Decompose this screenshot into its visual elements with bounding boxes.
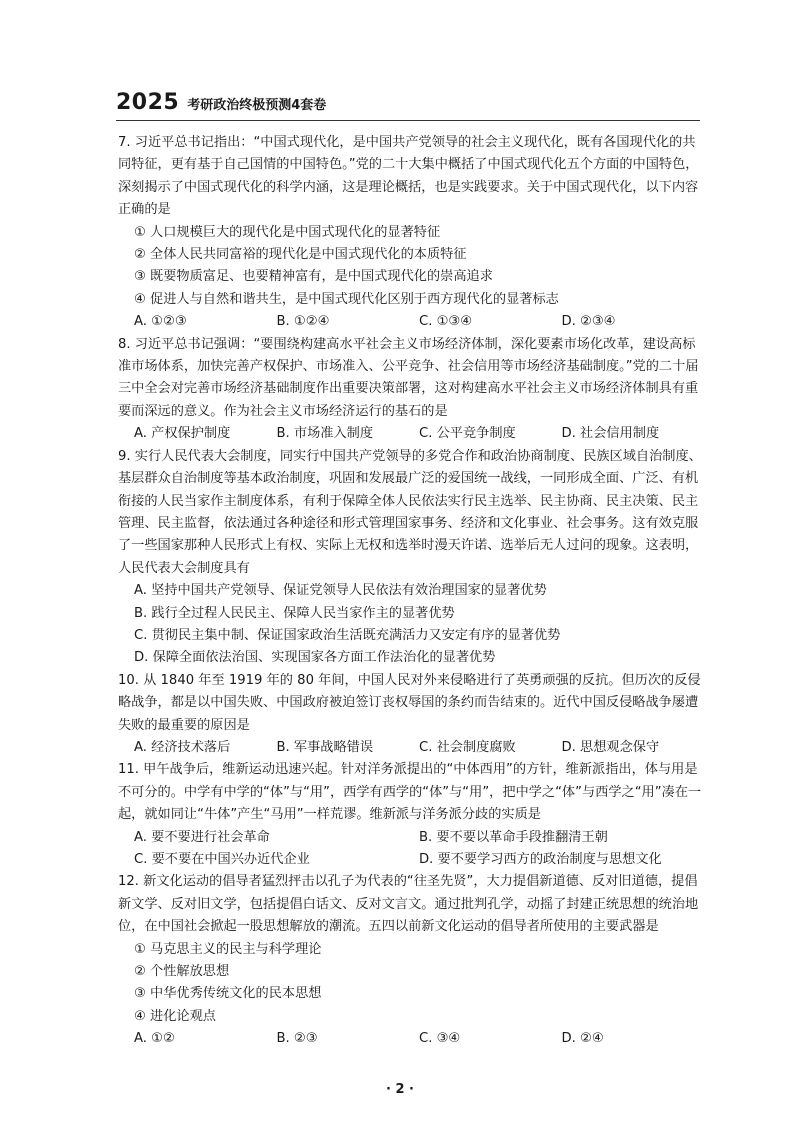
answer-options [118,423,704,445]
option-d: D. 要不要学习西方的政治制度与思想文化 [419,852,662,867]
header-divider [116,120,700,121]
option-d: D. 保障全面依法治国、实现国家各方面工作法治化的显著优势 [134,650,496,666]
answer-options-row-1 [118,827,704,849]
question-stem: 12. 新文化运动的倡导者猛烈抨击以孔子为代表的“往圣先贤”，大力提倡新道德、反对旧道德，提倡新文学、反对旧文学，包括提倡白话文、反对文言文。通过批判孔学，动摇了封建正统思想的统治地位，在中国社会掀起一股思想解放的潮流。五四以前新文化运动的倡导者所使用的主要武器是 [118,874,699,935]
statement-item: ① 马克思主义的民主与科学理论 [134,941,322,957]
option-d: D. ②③④ [561,314,616,330]
question-8 [118,334,704,446]
option-c: C. ①③④ [419,314,473,330]
page-number: · 2 · [386,1082,414,1097]
option-b: B. 践行全过程人民民主、保障人民当家作主的显著优势 [134,605,455,621]
answer-options [118,311,704,333]
question-10 [118,670,704,760]
question-stem: 8. 习近平总书记强调：“要围绕构建高水平社会主义市场经济体制，深化要素市场化改革，建设高标准市场体系，加快完善产权保护、市场准入、公平竞争、社会信用等市场经济基础制度。”党的二十届三中全会对完善市场经济基础制度作出重要决策部署，这对构建高水平社会主义市场经济体制具有重要而深远的意义。作为社会主义市场经济运行的基石的是 [118,336,699,419]
option-c: C. 社会制度腐败 [419,739,516,755]
statement-item: ① 人口规模巨大的现代化是中国式现代化的显著特征 [134,224,441,240]
option-b: B. 要不要以革命手段推翻清王朝 [419,829,608,845]
option-c: C. 要不要在中国兴办近代企业 [134,852,310,867]
statement-item: ④ 促进人与自然和谐共生，是中国式现代化区别于西方现代化的显著标志 [134,291,559,307]
answer-options-row-2 [118,849,704,871]
question-12 [118,871,704,1050]
answer-options [118,1028,704,1050]
page-header [116,90,326,115]
option-d: D. 思想观念保守 [561,739,660,755]
option-a: A. 经济技术落后 [134,739,231,755]
option-c: C. ③④ [419,1031,461,1047]
option-a: A. ①② [134,1031,175,1047]
option-a: A. ①②③ [134,314,187,330]
option-a: A. 产权保护制度 [134,426,231,442]
answer-options [118,737,704,759]
option-b: B. 市场准入制度 [276,426,374,442]
question-7 [118,132,704,334]
statement-item: ② 全体人民共同富裕的现代化是中国式现代化的本质特征 [134,247,467,263]
statement-item: ③ 中华优秀传统文化的民本思想 [134,986,322,1002]
statement-item: ③ 既要物质富足、也要精神富有，是中国式现代化的崇高追求 [134,269,493,285]
option-c: C. 公平竞争制度 [419,426,516,442]
option-b: B. 军事战略错误 [276,739,374,755]
statement-item: ④ 进化论观点 [134,1008,216,1024]
option-d: D. 社会信用制度 [561,426,660,442]
question-11 [118,759,704,871]
statement-item: ② 个性解放思想 [134,964,230,980]
question-stem: 10. 从 1840 年至 1919 年的 80 年间，中国人民对外来侵略进行了英勇顽强的反抗。但历次的反侵略战争，都是以中国失败、中国政府被迫签订丧权辱国的条约而告结束的。近代中国反侵略战争屡遭失败的最重要的原因是 [118,672,701,733]
option-a: A. 要不要进行社会革命 [134,829,270,845]
question-stem: 11. 甲午战争后，维新运动迅速兴起。针对洋务派提出的“中体西用”的方针，维新派指出，体与用是不可分的。中学有中学的“体”与“用”，西学有西学的“体”与“用”，把中学之“体”与西学之“用”凑在一起，就如同让“牛体”产生“马用”一样荒谬。维新派与洋务派分歧的实质是 [118,762,702,823]
question-9 [118,446,704,670]
question-stem: 7. 习近平总书记指出：“中国式现代化，是中国共产党领导的社会主义现代化，既有各国现代化的共同特征，更有基于自己国情的中国特色。”党的二十大集中概括了中国式现代化五个方面的中国特色，深刻揭示了中国式现代化的科学内涵，这是理论概括，也是实践要求。关于中国式现代化，以下内容正确的是 [118,135,699,218]
option-a: A. 坚持中国共产党领导、保证党领导人民依法有效治理国家的显著优势 [134,583,547,599]
option-b: B. ②③ [276,1031,318,1047]
question-list [118,132,704,1051]
option-c: C. 贯彻民主集中制、保证国家政治生活既充满活力又安定有序的显著优势 [134,627,561,643]
option-b: B. ①②④ [276,314,330,330]
question-stem: 9. 实行人民代表大会制度，同实行中国共产党领导的多党合作和政治协商制度、民族区域自治制度、基层群众自治制度等基本政治制度，巩固和发展最广泛的爱国统一战线，一同形成全面、广泛、有机衔接的人民当家作主制度体系，有利于保障全体人民依法实行民主选举、民主协商、民主决策、民主管理、民主监督，依法通过各种途径和形式管理国家事务、经济和文化事业、社会事务。这有效克服了一些国家那种人民形式上有权、实际上无权和选举时漫天许诺、选举后无人过问的现象。这表明，人民代表大会制度具有 [118,448,702,576]
header-year: 2025 [116,90,180,115]
option-d: D. ②④ [561,1031,604,1047]
header-title: 考研政治终极预测4套卷 [187,98,327,113]
